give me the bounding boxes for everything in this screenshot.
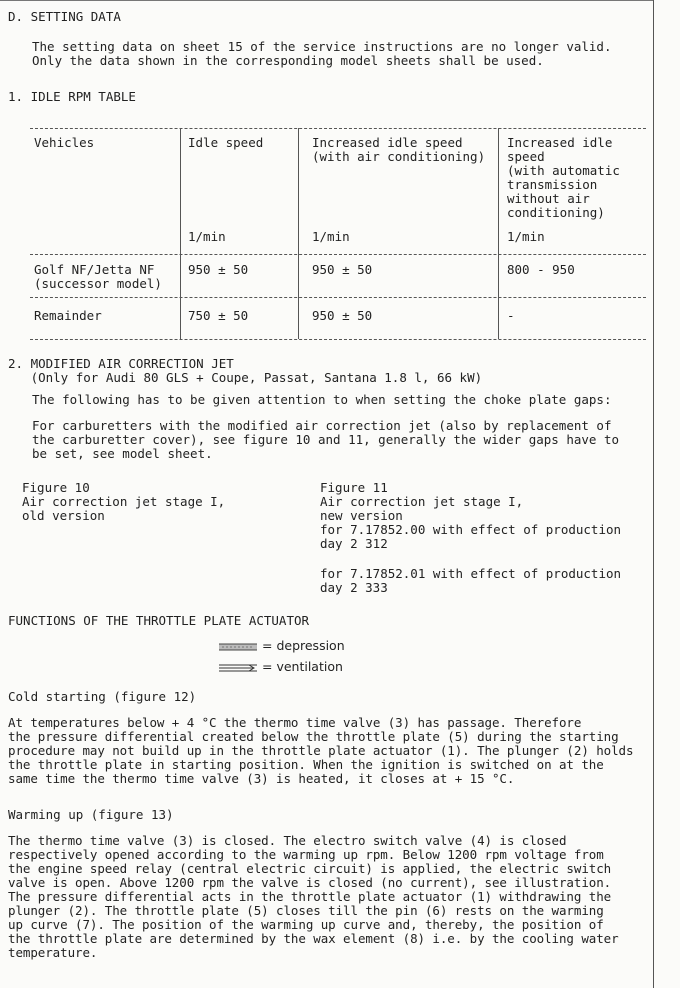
row1-vehicle: Golf NF/Jetta NF (successor model) (34, 262, 162, 291)
table-bottom-rule (30, 339, 646, 340)
unit-idle-speed: 1/min (188, 229, 226, 244)
row2-idle: 750 ± 50 (188, 308, 249, 323)
table-header-rule (30, 254, 646, 255)
warming-up-heading: Warming up (figure 13) (8, 807, 174, 822)
figure-11-note: for 7.17852.01 with effect of production day 2 333 (320, 566, 622, 595)
legend-ventilation: = ventilation (262, 659, 343, 674)
air-jet-para1: The following has to be given attention to when setting the choke plate gaps: (32, 392, 612, 407)
row2-increased-ac: 950 ± 50 (312, 308, 373, 323)
table-col-divider (498, 128, 499, 339)
air-jet-heading: 2. MODIFIED AIR CORRECTION JET (Only for Audi 80 GLS + Coupe, Passat, Santana 1.8 l, 66 kW) (8, 356, 483, 385)
header-increased-auto: Increased idle speed (with automatic transmission without air conditioning) (507, 135, 620, 220)
page-right-border (653, 0, 654, 988)
cold-starting-heading: Cold starting (figure 12) (8, 689, 197, 704)
page-top-border (0, 0, 654, 1)
intro-paragraph: The setting data on sheet 15 of the service instructions are no longer valid. Only the data shown in the corresponding model sheets shall be used. (32, 39, 612, 68)
table-top-rule (30, 128, 646, 129)
warming-up-text: The thermo time valve (3) is closed. The electro switch valve (4) is closed respectively opened according to the warming up rpm. Below 1200 rpm voltage from the engine speed relay (central electric circuit) is applied, the electric switch valve is open. Above 1200 rpm the valve is closed (no current), see illustration. The pressure differential acts in the throttle plate actuator (1) withdrawing the plunger (2). The throttle plate (5) closes till the pin (6) rests on the warming up curve (7). The position of the warming up curve and, thereby, the position of the throttle plate are determined by the wax element (8) i.e. by the cooling water temperature. (8, 833, 619, 960)
cold-starting-text: At temperatures below + 4 °C the thermo time valve (3) has passage. Therefore the pressure differential created below the throttle plate (5) during the starting procedure may not build up in the throttle plate actuator (1). The plunger (2) holds the throttle plate in starting position. When the ignition is switched on at the same time the thermo time valve (3) is heated, it closes at + 15 °C. (8, 715, 634, 786)
row2-vehicle: Remainder (34, 308, 102, 323)
section-heading: D. SETTING DATA (8, 9, 121, 24)
depression-symbol-icon (218, 641, 258, 653)
row1-idle: 950 ± 50 (188, 262, 249, 277)
header-idle-speed: Idle speed (188, 135, 264, 150)
table-col-divider (298, 128, 299, 339)
legend-depression: = depression (262, 638, 345, 653)
header-vehicles: Vehicles (34, 135, 95, 150)
unit-increased-ac: 1/min (312, 229, 350, 244)
row1-increased-auto: 800 - 950 (507, 262, 575, 277)
air-jet-para2: For carburetters with the modified air correction jet (also by replacement of the carburetter cover), see figure 10 and 11, generally the wider gaps have to be set, see model sheet. (32, 418, 619, 461)
unit-increased-auto: 1/min (507, 229, 545, 244)
table-col-divider (180, 128, 181, 339)
row2-increased-auto: - (507, 308, 515, 323)
table-heading: 1. IDLE RPM TABLE (8, 89, 136, 104)
figure-10-caption: Figure 10 Air correction jet stage I, old version (22, 480, 226, 523)
header-increased-ac: Increased idle speed (with air conditioning) (312, 135, 486, 164)
figure-11-caption: Figure 11 Air correction jet stage I, new version for 7.17852.00 with effect of production day 2 312 (320, 480, 622, 551)
row1-increased-ac: 950 ± 50 (312, 262, 373, 277)
table-row-rule (30, 297, 646, 298)
ventilation-arrow-icon (218, 662, 258, 674)
functions-heading: FUNCTIONS OF THE THROTTLE PLATE ACTUATOR (8, 613, 310, 628)
